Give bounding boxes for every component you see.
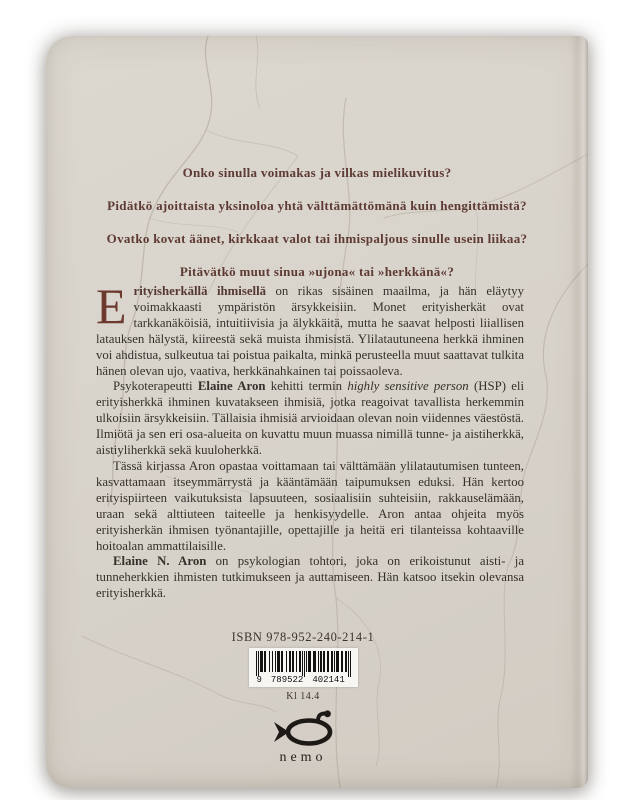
- book-page-edge: [570, 36, 588, 788]
- author-name-bold: Elaine Aron: [197, 379, 266, 394]
- barcode-group-1: 789522: [270, 675, 304, 685]
- barcode-bars: [256, 651, 351, 677]
- paragraph-4: [96, 554, 524, 602]
- question-line-2: Pidätkö ajoittaista yksinoloa yhtä välttämättömänä kuin hengittämistä?: [107, 198, 527, 213]
- barcode-group-2: 402141: [312, 675, 345, 685]
- fish-submarine-logo-icon: [272, 710, 334, 746]
- paragraph-2-rest: (HSP) eli erityisherkkä ihminen kuvatakseen ihmisiä, jotka reagoivat tavallista herkemmin ulkoisiin ärsykkeisiin. Tällaisia ihmisiä arvioidaan olevan noin viidennes väestöstä. Ilmiötä ja sen eri osa-alueita on kuvattu muun muassa nimillä tunne- ja aistiherkkä, aistiyliherkkä sekä kuuloherkkä.: [96, 379, 525, 458]
- paragraph-4-text: on psykologian tohtori, joka on erikoistunut aisti- ja tunneherkkien ihmisten tutkimukseen ja auttamiseen. Hän katsoo itsekin olevansa erityisherkkä.: [96, 554, 525, 601]
- paragraph-3-text: Tässä kirjassa Aron opastaa voittamaan tai välttämään ylilatautumisen tunteen, kasvattamaan itseymmärrystä ja kääntämään taipumuksen eduksi. Hän kertoo erityispiirteen vaikutuksista lapsuuteen, sosiaalisiin suhteisiin, rakkauselämään, uraan sekä alttiuteen taiteelle ja henkisyydelle. Aron antaa ohjeita myös erityisherkän ihmisen työnantajille, opettajille ja heitä eri tilanteissa kohtaaville hoitoalan ammattilaisille.: [96, 458, 524, 553]
- blurb-text: [96, 278, 525, 602]
- barcode-first-digit: 9: [256, 675, 262, 685]
- paragraph-1: [96, 278, 524, 379]
- paragraph-2-prefix: Psykoterapeutti: [113, 379, 198, 394]
- paragraph-1-text: on rikas sisäinen maailma, ja hän eläytyy voimakkaasti ympäristön ärsykkeisiin. Monet erityisherkät ovat tarkkanäköisiä, intuitiivisia ja älykkäitä, mutta he saavat helposti liiallisen latauksen hälystä, kiireestä sekä muista ihmisistä. Ylilatautuneena herkkä ihminen voi ahdistua, sulkeutua tai poistua paikalta, minkä perusteella muut saattavat tulkita hänen olevan ujo, vaativa, herkkänahkainen tai poissaoleva.: [96, 284, 524, 378]
- question-line-4: Pitävätkö muut sinua »ujona« tai »herkkänä«?: [179, 264, 455, 279]
- book-back-cover: [46, 36, 588, 788]
- author-bio-name-bold: Elaine N. Aron: [113, 554, 207, 569]
- paragraph-2: [96, 379, 524, 459]
- footer-block: [46, 630, 560, 766]
- lead-bold-text: rityisherkällä ihmisellä: [133, 284, 267, 298]
- teaser-questions: [74, 164, 560, 296]
- hsp-term-italic: highly sensitive person: [347, 379, 469, 394]
- drop-cap: E: [96, 278, 127, 334]
- paragraph-3: [96, 459, 524, 554]
- barcode-digits: [256, 676, 351, 685]
- question-line-3: Ovatko kovat äänet, kirkkaat valot tai ihmispaljous sinulle usein liikaa?: [106, 231, 528, 246]
- isbn-text: ISBN 978-952-240-214-1: [231, 630, 375, 644]
- library-classification: Kl 14.4: [286, 691, 320, 702]
- barcode: [249, 648, 358, 687]
- question-line-1: Onko sinulla voimakas ja vilkas mielikuvitus?: [182, 165, 452, 180]
- paragraph-2-mid: kehitti termin: [265, 379, 348, 394]
- publisher-name: nemo: [279, 750, 327, 765]
- publisher-logo: [46, 710, 560, 766]
